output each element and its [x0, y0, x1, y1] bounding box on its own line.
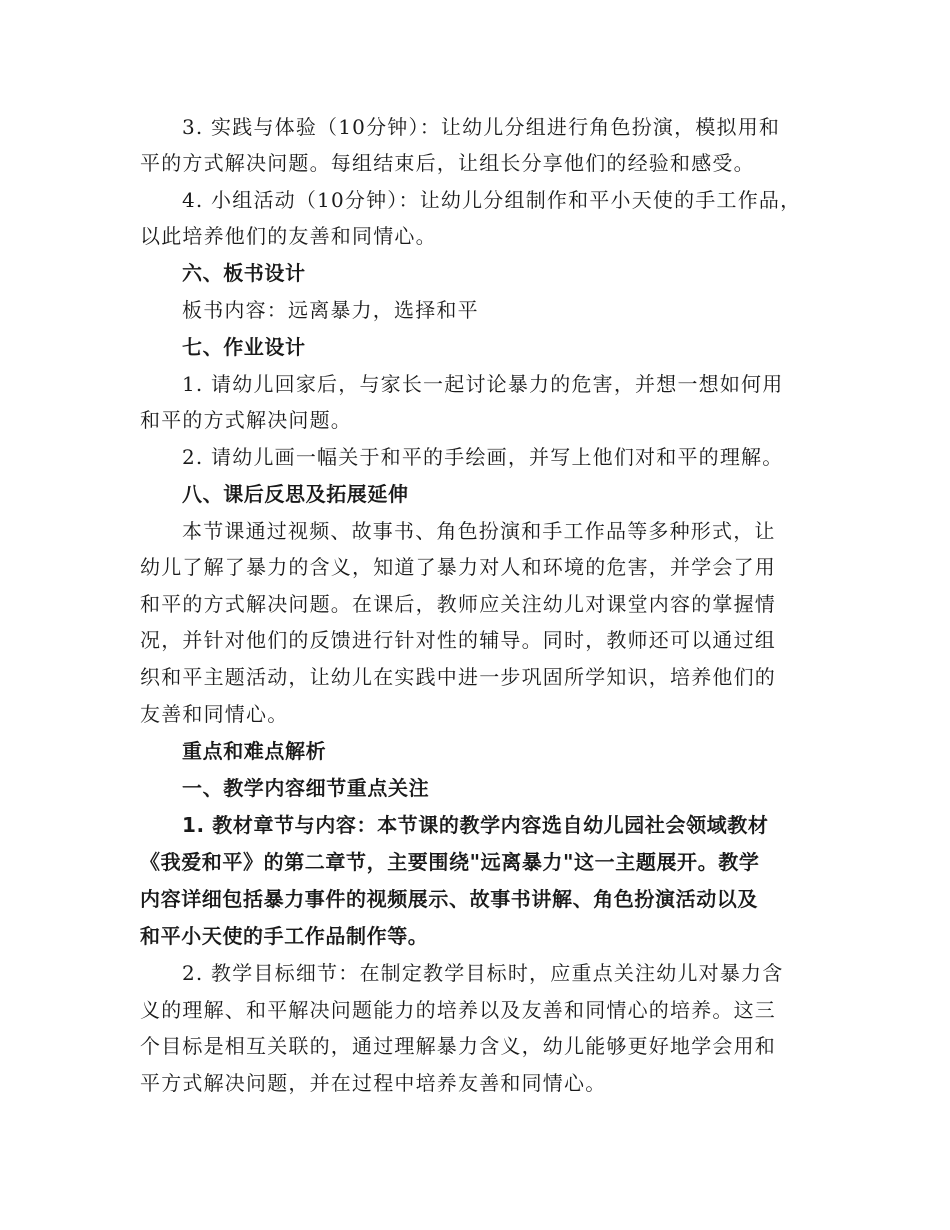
paragraph-line-bold: 内容详细包括暴力事件的视频展示、故事书讲解、角色扮演活动以及	[140, 887, 758, 911]
paragraph-line: 和平的方式解决问题。	[140, 408, 352, 432]
section-heading: 一、教学内容细节重点关注	[182, 776, 430, 800]
paragraph-line: 织和平主题活动，让幼儿在实践中进一步巩固所学知识，培养他们的	[140, 665, 776, 689]
paragraph-line: 幼儿了解了暴力的含义，知道了暴力对人和环境的危害，并学会了用	[140, 555, 776, 579]
section-heading: 七、作业设计	[182, 335, 306, 359]
paragraph-line: 和平的方式解决问题。在课后，教师应关注幼儿对课堂内容的掌握情	[140, 592, 776, 616]
paragraph-line: 以此培养他们的友善和同情心。	[140, 224, 437, 248]
paragraph-line: 友善和同情心。	[140, 702, 289, 726]
section-heading: 六、板书设计	[182, 261, 306, 285]
section-heading: 八、课后反思及拓展延伸	[182, 482, 409, 506]
paragraph-line: 1. 请幼儿回家后，与家长一起讨论暴力的危害，并想一想如何用	[182, 372, 784, 396]
paragraph-line: 平方式解决问题，并在过程中培养友善和同情心。	[140, 1071, 607, 1095]
paragraph-line: 4. 小组活动（10分钟）：让幼儿分组制作和平小天使的手工作品，	[182, 188, 802, 212]
paragraph-line: 3. 实践与体验（10分钟）：让幼儿分组进行角色扮演，模拟用和	[182, 115, 781, 139]
paragraph-line-bold: 1. 教材章节与内容：本节课的教学内容选自幼儿园社会领域教材	[182, 813, 769, 837]
paragraph-line: 平的方式解决问题。每组结束后，让组长分享他们的经验和感受。	[140, 151, 755, 175]
section-heading: 重点和难点解析	[182, 739, 327, 763]
paragraph-line: 个目标是相互关联的，通过理解暴力含义，幼儿能够更好地学会用和	[140, 1034, 776, 1058]
paragraph-line: 2. 教学目标细节：在制定教学目标时，应重点关注幼儿对暴力含	[182, 961, 784, 985]
paragraph-line: 板书内容：远离暴力，选择和平	[182, 298, 479, 322]
paragraph-line: 义的理解、和平解决问题能力的培养以及友善和同情心的培养。这三	[140, 998, 776, 1022]
paragraph-line: 2. 请幼儿画一幅关于和平的手绘画，并写上他们对和平的理解。	[182, 445, 784, 469]
paragraph-line-bold: 《我爱和平》的第二章节，主要围绕"远离暴力"这一主题展开。教学	[140, 850, 760, 874]
paragraph-line-bold: 和平小天使的手工作品制作等。	[140, 924, 429, 948]
paragraph-line: 况，并针对他们的反馈进行针对性的辅导。同时，教师还可以通过组	[140, 628, 776, 652]
paragraph-line: 本节课通过视频、故事书、角色扮演和手工作品等多种形式，让	[182, 519, 776, 543]
